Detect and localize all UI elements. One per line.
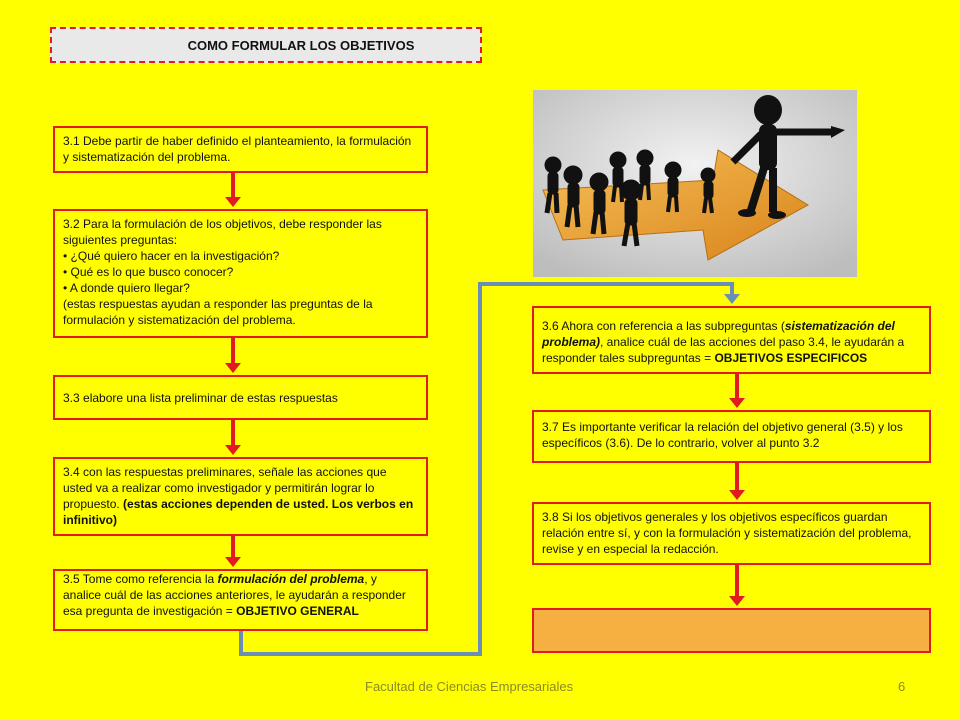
connector-arrowhead xyxy=(724,294,740,304)
arrow-3-4-to-3-5 xyxy=(231,536,235,559)
leader-illustration xyxy=(533,90,857,277)
arrowhead-3-2-to-3-3 xyxy=(225,363,241,373)
arrowhead-3-4-to-3-5 xyxy=(225,557,241,567)
step-3-1-box xyxy=(53,126,428,173)
step-3-7-text: 3.7 Es importante verificar la relación del objetivo general (3.5) y los específicos (3.6). De lo contrario, volver al punto 3.2 xyxy=(542,420,903,450)
step-3-1-text: 3.1 Debe partir de haber definido el planteamiento, la formulación y sistematización del problema. xyxy=(63,134,412,164)
footer-label: Facultad de Ciencias Empresariales xyxy=(365,679,574,694)
step-3-5-text-c: , y analice cuál de las acciones anteriores, le ayudarán a responder esa pregunta de investigación = xyxy=(63,572,406,618)
step-3-2-intro: 3.2 Para la formulación de los objetivos, debe responder las siguientes preguntas: xyxy=(63,217,382,247)
step-3-2-note: (estas respuestas ayudan a responder las preguntas de la formulación y sistematización del problema. xyxy=(63,297,373,327)
step-3-5-box xyxy=(53,569,428,631)
step-3-3-box xyxy=(53,375,428,420)
step-3-8-text: 3.8 Si los objetivos generales y los objetivos específicos guardan relación entre sí, y con la formulación y sistematización del problema, revise y en especial la redacción. xyxy=(542,510,912,556)
arrow-3-6-to-3-7 xyxy=(735,374,739,400)
arrow-3-8-to-final xyxy=(735,565,739,598)
arrowhead-3-8-to-final xyxy=(729,596,745,606)
step-3-2-question-2: • Qué es lo que busco conocer? xyxy=(63,265,234,279)
step-3-7-box xyxy=(532,410,931,463)
step-3-4-emphasis: (estas acciones dependen de usted. Los verbos en infinitivo) xyxy=(63,497,414,527)
connector-top xyxy=(478,282,734,286)
step-3-6-emphasis: sistematización del problema) xyxy=(542,319,895,349)
arrow-3-7-to-3-8 xyxy=(735,463,739,492)
step-3-4-text: 3.4 con las respuestas preliminares, señale las acciones que usted va a realizar como investigador y permitirán lograr lo propuesto. xyxy=(63,465,387,511)
arrow-3-1-to-3-2 xyxy=(231,173,235,199)
step-3-6-box xyxy=(532,306,931,374)
page-number: 6 xyxy=(898,679,906,694)
leader-figure-icon xyxy=(533,90,857,277)
step-3-4-box xyxy=(53,457,428,536)
step-3-6-text-c: , analice cuál de las acciones del paso 3.4, le ayudarán a responder tales subpreguntas = xyxy=(542,335,905,365)
arrow-3-3-to-3-4 xyxy=(231,420,235,447)
step-3-2-question-3: • A donde quiero llegar? xyxy=(63,281,190,295)
connector-up xyxy=(478,282,482,656)
final-step-box xyxy=(532,608,931,653)
step-3-2-box xyxy=(53,209,428,338)
arrowhead-3-1-to-3-2 xyxy=(225,197,241,207)
connector-bottom xyxy=(239,652,481,656)
step-3-6-text-a: 3.6 Ahora con referencia a las subpreguntas ( xyxy=(542,319,785,333)
title-box xyxy=(50,27,482,63)
step-3-5-emphasis: formulación del problema xyxy=(217,572,365,586)
step-3-5-text-a: 3.5 Tome como referencia la xyxy=(63,572,218,586)
step-3-6-result: OBJETIVOS ESPECIFICOS xyxy=(714,351,868,365)
step-3-2-question-1: • ¿Qué quiero hacer en la investigación? xyxy=(63,249,280,263)
step-3-5-result: OBJETIVO GENERAL xyxy=(236,604,359,618)
arrowhead-3-6-to-3-7 xyxy=(729,398,745,408)
arrowhead-3-7-to-3-8 xyxy=(729,490,745,500)
step-3-3-text: 3.3 elabore una lista preliminar de estas respuestas xyxy=(63,391,338,405)
arrowhead-3-3-to-3-4 xyxy=(225,445,241,455)
step-3-8-box xyxy=(532,502,931,565)
arrow-3-2-to-3-3 xyxy=(231,338,235,365)
page-title: COMO FORMULAR LOS OBJETIVOS xyxy=(187,38,415,53)
